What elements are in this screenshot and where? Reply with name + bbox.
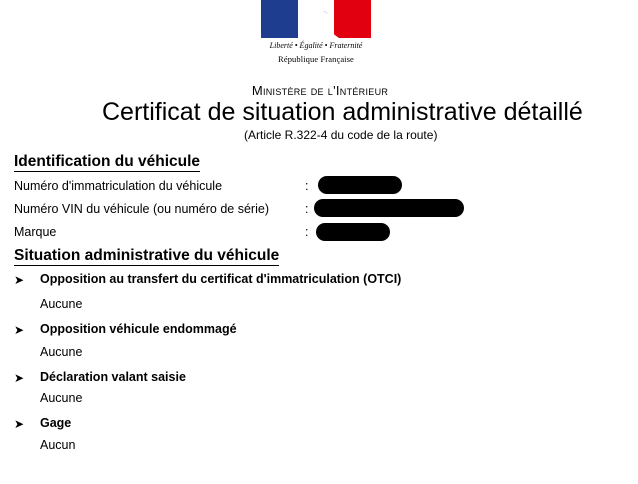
arrow-bullet-icon: ➤ [14,323,25,337]
redacted-vin-value [314,199,464,217]
field-label-vin: Numéro VIN du véhicule (ou numéro de série) [14,202,269,216]
arrow-bullet-icon: ➤ [14,273,25,287]
status-item-value-seizure: Aucune [40,391,83,405]
redacted-registration-value [318,176,402,194]
field-label-brand: Marque [14,225,57,239]
marianne-flag-logo [261,0,371,38]
status-item-title-seizure: Déclaration valant saisie [40,370,186,384]
document-title: Certificat de situation administrative détaillé [102,98,583,126]
republic-text: République Française [278,54,354,64]
republique-francaise-logo [259,0,373,68]
section-heading-situation: Situation administrative du véhicule [14,247,280,264]
status-item-title-damaged: Opposition véhicule endommagé [40,322,237,336]
status-item-value-damaged: Aucune [40,345,83,359]
section-heading-identification: Identification du véhicule [14,153,201,170]
arrow-bullet-icon: ➤ [14,417,25,431]
status-item-value-otci: Aucune [40,297,83,311]
redacted-brand-value [316,223,390,241]
status-item-title-otci: Opposition au transfert du certificat d'immatriculation (OTCI) [40,272,402,286]
status-item-title-pledge: Gage [40,416,72,430]
field-separator: : [305,202,309,216]
legal-reference: (Article R.322-4 du code de la route) [244,128,438,142]
status-item-value-pledge: Aucun [40,438,76,452]
field-separator: : [305,225,309,239]
arrow-bullet-icon: ➤ [14,371,25,385]
motto-text: Liberté • Égalité • Fraternité [269,41,363,50]
field-label-registration: Numéro d'immatriculation du véhicule [14,179,223,193]
field-separator: : [305,179,309,193]
ministry-name: Ministère de l'Intérieur [251,83,389,98]
